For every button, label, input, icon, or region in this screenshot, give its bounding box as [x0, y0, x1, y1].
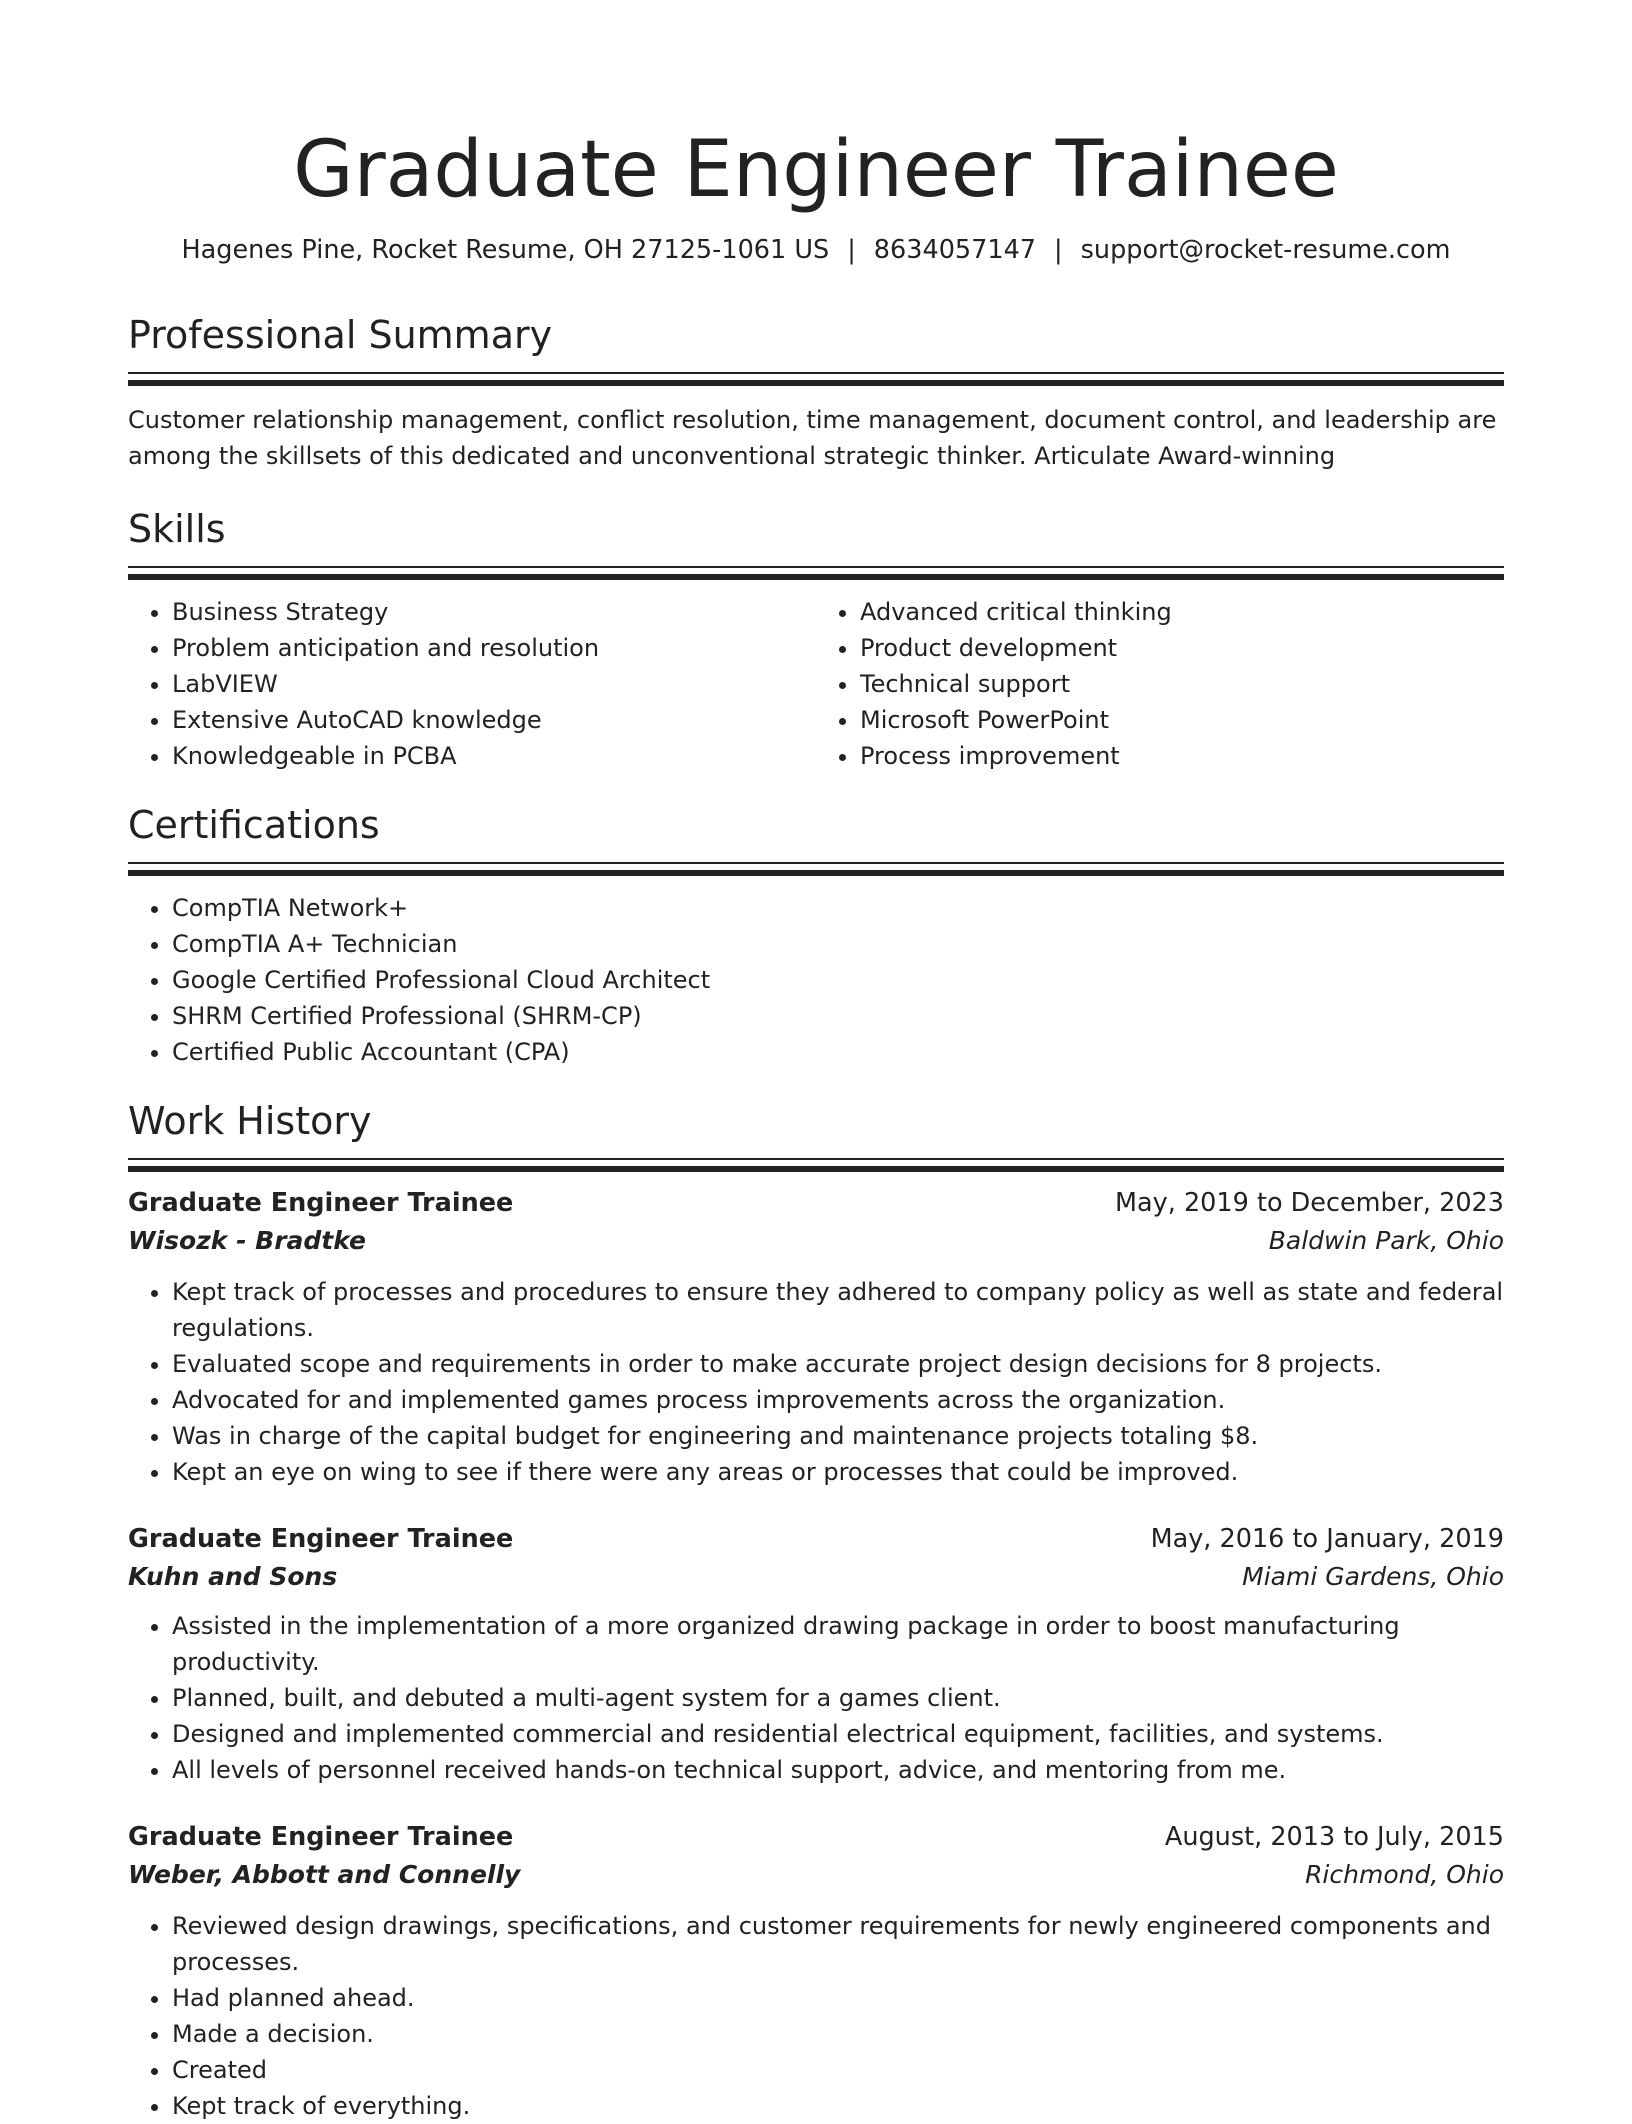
- job-bullet: • Was in charge of the capital budget for engineering and maintenance projects totaling $8.: [172, 1418, 1504, 1454]
- job-dates: May, 2019 to December, 2023: [1115, 1188, 1504, 1218]
- certification-item: • CompTIA Network+: [172, 890, 1504, 926]
- job-bullet: • Designed and implemented commercial and residential electrical equipment, facilities, and systems.: [172, 1716, 1504, 1752]
- work-history-section: [128, 1096, 1504, 2124]
- job-bullet: • Kept track of everything.: [172, 2088, 1504, 2124]
- skills-list-right: [816, 594, 1504, 774]
- skills-list-left: [128, 594, 816, 774]
- skill-item: • Problem anticipation and resolution: [172, 630, 816, 666]
- job-bullet: • Assisted in the implementation of a more organized drawing package in order to boost manufacturing productivity.: [172, 1608, 1504, 1680]
- section-title-skills: Skills: [128, 507, 226, 551]
- job-bullets: [128, 1908, 1504, 2124]
- job-header: [128, 1520, 1504, 1558]
- contact-address: Hagenes Pine, Rocket Resume, OH 27125-1061 US: [181, 235, 830, 265]
- skill-item: • Technical support: [860, 666, 1504, 702]
- contact-separator: |: [847, 235, 856, 265]
- job-company: Kuhn and Sons: [128, 1562, 338, 1591]
- certifications-section: [128, 800, 1504, 1070]
- contact-phone: 8634057147: [873, 235, 1037, 265]
- summary-text: Customer relationship management, conflict resolution, time management, document control, and leadership are among the skillsets of this dedicated and unconventional strategic thinker. Articulate Award-winning: [128, 406, 1497, 470]
- job-bullet: • All levels of personnel received hands-on technical support, advice, and mentoring from me.: [172, 1752, 1504, 1788]
- job-title: Graduate Engineer Trainee: [128, 1188, 514, 1218]
- job-company: Wisozk - Bradtke: [128, 1226, 366, 1255]
- job-bullet: • Kept an eye on wing to see if there were any areas or processes that could be improved.: [172, 1454, 1504, 1490]
- summary-section: [128, 310, 1504, 474]
- skill-item: • Process improvement: [860, 738, 1504, 774]
- job-location: Baldwin Park, Ohio: [1268, 1226, 1504, 1255]
- skill-item: • Knowledgeable in PCBA: [172, 738, 816, 774]
- skill-item: • LabVIEW: [172, 666, 816, 702]
- section-title-work-history: Work History: [128, 1099, 372, 1143]
- job-dates: May, 2016 to January, 2019: [1150, 1524, 1504, 1554]
- job-bullets: [128, 1608, 1504, 1788]
- job-entry: [128, 1818, 1504, 2124]
- job-entry: [128, 1184, 1504, 1490]
- contact-separator: |: [1054, 235, 1063, 265]
- skills-section: [128, 504, 1504, 774]
- job-title: Graduate Engineer Trainee: [128, 1822, 514, 1852]
- job-title: Graduate Engineer Trainee: [128, 1524, 514, 1554]
- section-title-summary: Professional Summary: [128, 313, 553, 357]
- resume-name: Graduate Engineer Trainee: [293, 125, 1339, 215]
- job-subheader: [128, 1856, 1504, 1894]
- section-divider: [128, 566, 1504, 580]
- certification-item: • Google Certified Professional Cloud Architect: [172, 962, 1504, 998]
- section-divider: [128, 372, 1504, 386]
- job-bullet: • Kept track of processes and procedures to ensure they adhered to company policy as well as state and federal regulations.: [172, 1274, 1504, 1346]
- job-bullets: [128, 1274, 1504, 1490]
- job-bullet: • Made a decision.: [172, 2016, 1504, 2052]
- job-header: [128, 1184, 1504, 1222]
- certification-item: • SHRM Certified Professional (SHRM-CP): [172, 998, 1504, 1034]
- job-bullet: • Evaluated scope and requirements in order to make accurate project design decisions for 8 projects.: [172, 1346, 1504, 1382]
- certifications-list: [128, 890, 1504, 1070]
- job-location: Richmond, Ohio: [1305, 1860, 1504, 1889]
- certification-item: • Certified Public Accountant (CPA): [172, 1034, 1504, 1070]
- contact-line: [128, 232, 1504, 268]
- job-bullet: • Planned, built, and debuted a multi-agent system for a games client.: [172, 1680, 1504, 1716]
- job-dates: August, 2013 to July, 2015: [1164, 1822, 1504, 1852]
- section-divider: [128, 862, 1504, 876]
- skill-item: • Extensive AutoCAD knowledge: [172, 702, 816, 738]
- job-bullet: • Advocated for and implemented games process improvements across the organization.: [172, 1382, 1504, 1418]
- job-bullet: • Reviewed design drawings, specifications, and customer requirements for newly engineered components and processes.: [172, 1908, 1504, 1980]
- job-bullet: • Created: [172, 2052, 1504, 2088]
- skill-item: • Business Strategy: [172, 594, 816, 630]
- job-subheader: [128, 1558, 1504, 1596]
- resume-page: [128, 0, 1504, 2124]
- job-location: Miami Gardens, Ohio: [1242, 1562, 1504, 1591]
- section-title-certifications: Certifications: [128, 803, 380, 847]
- job-subheader: [128, 1222, 1504, 1260]
- skill-item: • Microsoft PowerPoint: [860, 702, 1504, 738]
- skill-item: • Advanced critical thinking: [860, 594, 1504, 630]
- job-company: Weber, Abbott and Connelly: [128, 1860, 521, 1889]
- job-header: [128, 1818, 1504, 1856]
- skills-grid: [128, 594, 1504, 774]
- skill-item: • Product development: [860, 630, 1504, 666]
- contact-email: support@rocket-resume.com: [1080, 235, 1451, 265]
- job-entry: [128, 1520, 1504, 1788]
- job-bullet: • Had planned ahead.: [172, 1980, 1504, 2016]
- section-divider: [128, 1158, 1504, 1172]
- certification-item: • CompTIA A+ Technician: [172, 926, 1504, 962]
